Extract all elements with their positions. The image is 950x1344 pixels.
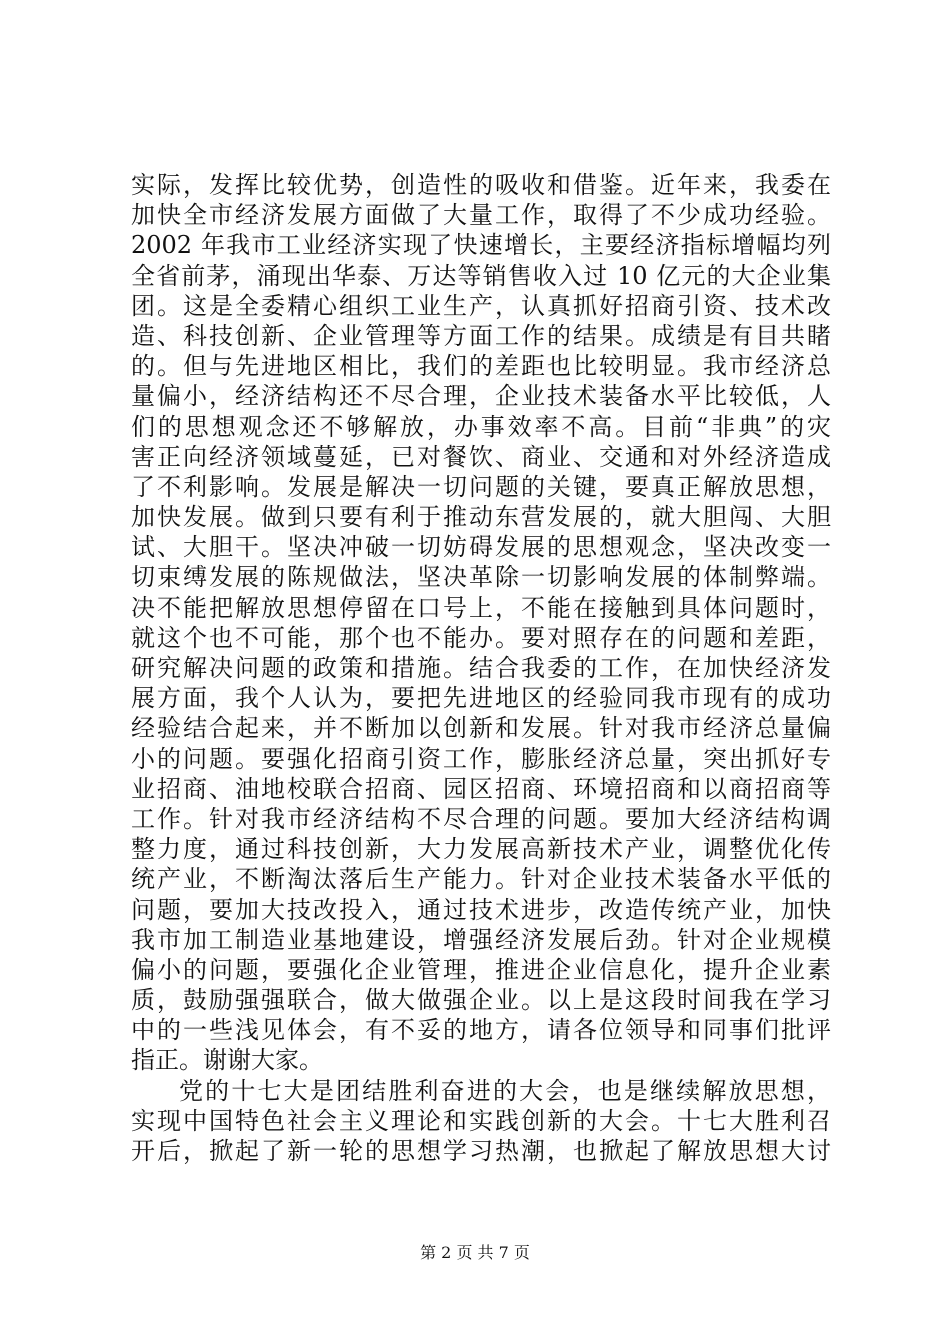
text-line: 中的一些浅见体会，有不妥的地方，请各位领导和同事们批评 bbox=[131, 1016, 831, 1045]
text-line: 切束缚发展的陈规做法，坚决革除一切影响发展的体制弊端。 bbox=[131, 563, 831, 592]
text-line: 统产业，不断淘汰落后生产能力。针对企业技术装备水平低的 bbox=[131, 865, 831, 894]
text-line: 了不利影响。发展是解决一切问题的关键，要真正解放思想， bbox=[131, 472, 831, 501]
text-line: 展方面，我个人认为，要把先进地区的经验同我市现有的成功 bbox=[131, 684, 831, 713]
text-line: 量偏小，经济结构还不尽合理，企业技术装备水平比较低，人 bbox=[131, 382, 831, 411]
document-body bbox=[131, 170, 831, 1166]
text-line: 偏小的问题，要强化企业管理，推进企业信息化，提升企业素 bbox=[131, 955, 831, 984]
text-line: 质，鼓励强强联合，做大做强企业。以上是这段时间我在学习 bbox=[131, 986, 831, 1015]
paragraph-end-line: 指正。谢谢大家。 bbox=[131, 1046, 323, 1075]
text-line: 开后，掀起了新一轮的思想学习热潮，也掀起了解放思想大讨 bbox=[131, 1137, 831, 1165]
text-line: 小的问题。要强化招商引资工作，膨胀经济总量，突出抓好专 bbox=[131, 744, 831, 773]
text-line: 整力度，通过科技创新，大力发展高新技术产业，调整优化传 bbox=[131, 835, 831, 864]
paragraph-start-line: 党的十七大是团结胜利奋进的大会，也是继续解放思想， bbox=[179, 1076, 831, 1105]
text-line: 2002 年我市工业经济实现了快速增长，主要经济指标增幅均列 bbox=[131, 231, 831, 260]
text-line: 们的思想观念还不够解放，办事效率不高。目前“非典”的灾 bbox=[131, 412, 831, 441]
text-line: 团。这是全委精心组织工业生产，认真抓好招商引资、技术改 bbox=[131, 291, 831, 320]
text-line: 全省前茅，涌现出华泰、万达等销售收入过 10 亿元的大企业集 bbox=[131, 261, 831, 290]
text-line: 工作。针对我市经济结构不尽合理的问题。要加大经济结构调 bbox=[131, 804, 831, 833]
text-line: 加快全市经济发展方面做了大量工作，取得了不少成功经验。 bbox=[131, 201, 831, 230]
text-line: 就这个也不可能，那个也不能办。要对照存在的问题和差距， bbox=[131, 623, 831, 652]
text-line: 造、科技创新、企业管理等方面工作的结果。成绩是有目共睹 bbox=[131, 321, 831, 350]
text-line: 害正向经济领域蔓延，已对餐饮、商业、交通和对外经济造成 bbox=[131, 442, 831, 471]
text-line: 问题，要加大技改投入，通过技术进步，改造传统产业，加快 bbox=[131, 895, 831, 924]
text-line: 实际，发挥比较优势，创造性的吸收和借鉴。近年来，我委在 bbox=[131, 171, 831, 199]
text-line: 我市加工制造业基地建设，增强经济发展后劲。针对企业规模 bbox=[131, 925, 831, 954]
text-line: 业招商、油地校联合招商、园区招商、环境招商和以商招商等 bbox=[131, 774, 831, 803]
text-line: 试、大胆干。坚决冲破一切妨碍发展的思想观念，坚决改变一 bbox=[131, 533, 831, 562]
text-line: 加快发展。做到只要有利于推动东营发展的，就大胆闯、大胆 bbox=[131, 503, 831, 532]
text-line: 研究解决问题的政策和措施。结合我委的工作，在加快经济发 bbox=[131, 654, 831, 682]
text-line: 决不能把解放思想停留在口号上，不能在接触到具体问题时， bbox=[131, 593, 831, 622]
text-line: 的。但与先进地区相比，我们的差距也比较明显。我市经济总 bbox=[131, 352, 831, 381]
text-line: 实现中国特色社会主义理论和实践创新的大会。十七大胜利召 bbox=[131, 1106, 831, 1135]
text-line: 经验结合起来，并不断加以创新和发展。针对我市经济总量偏 bbox=[131, 714, 831, 743]
page-number-footer: 第 2 页 共 7 页 bbox=[420, 1243, 530, 1262]
